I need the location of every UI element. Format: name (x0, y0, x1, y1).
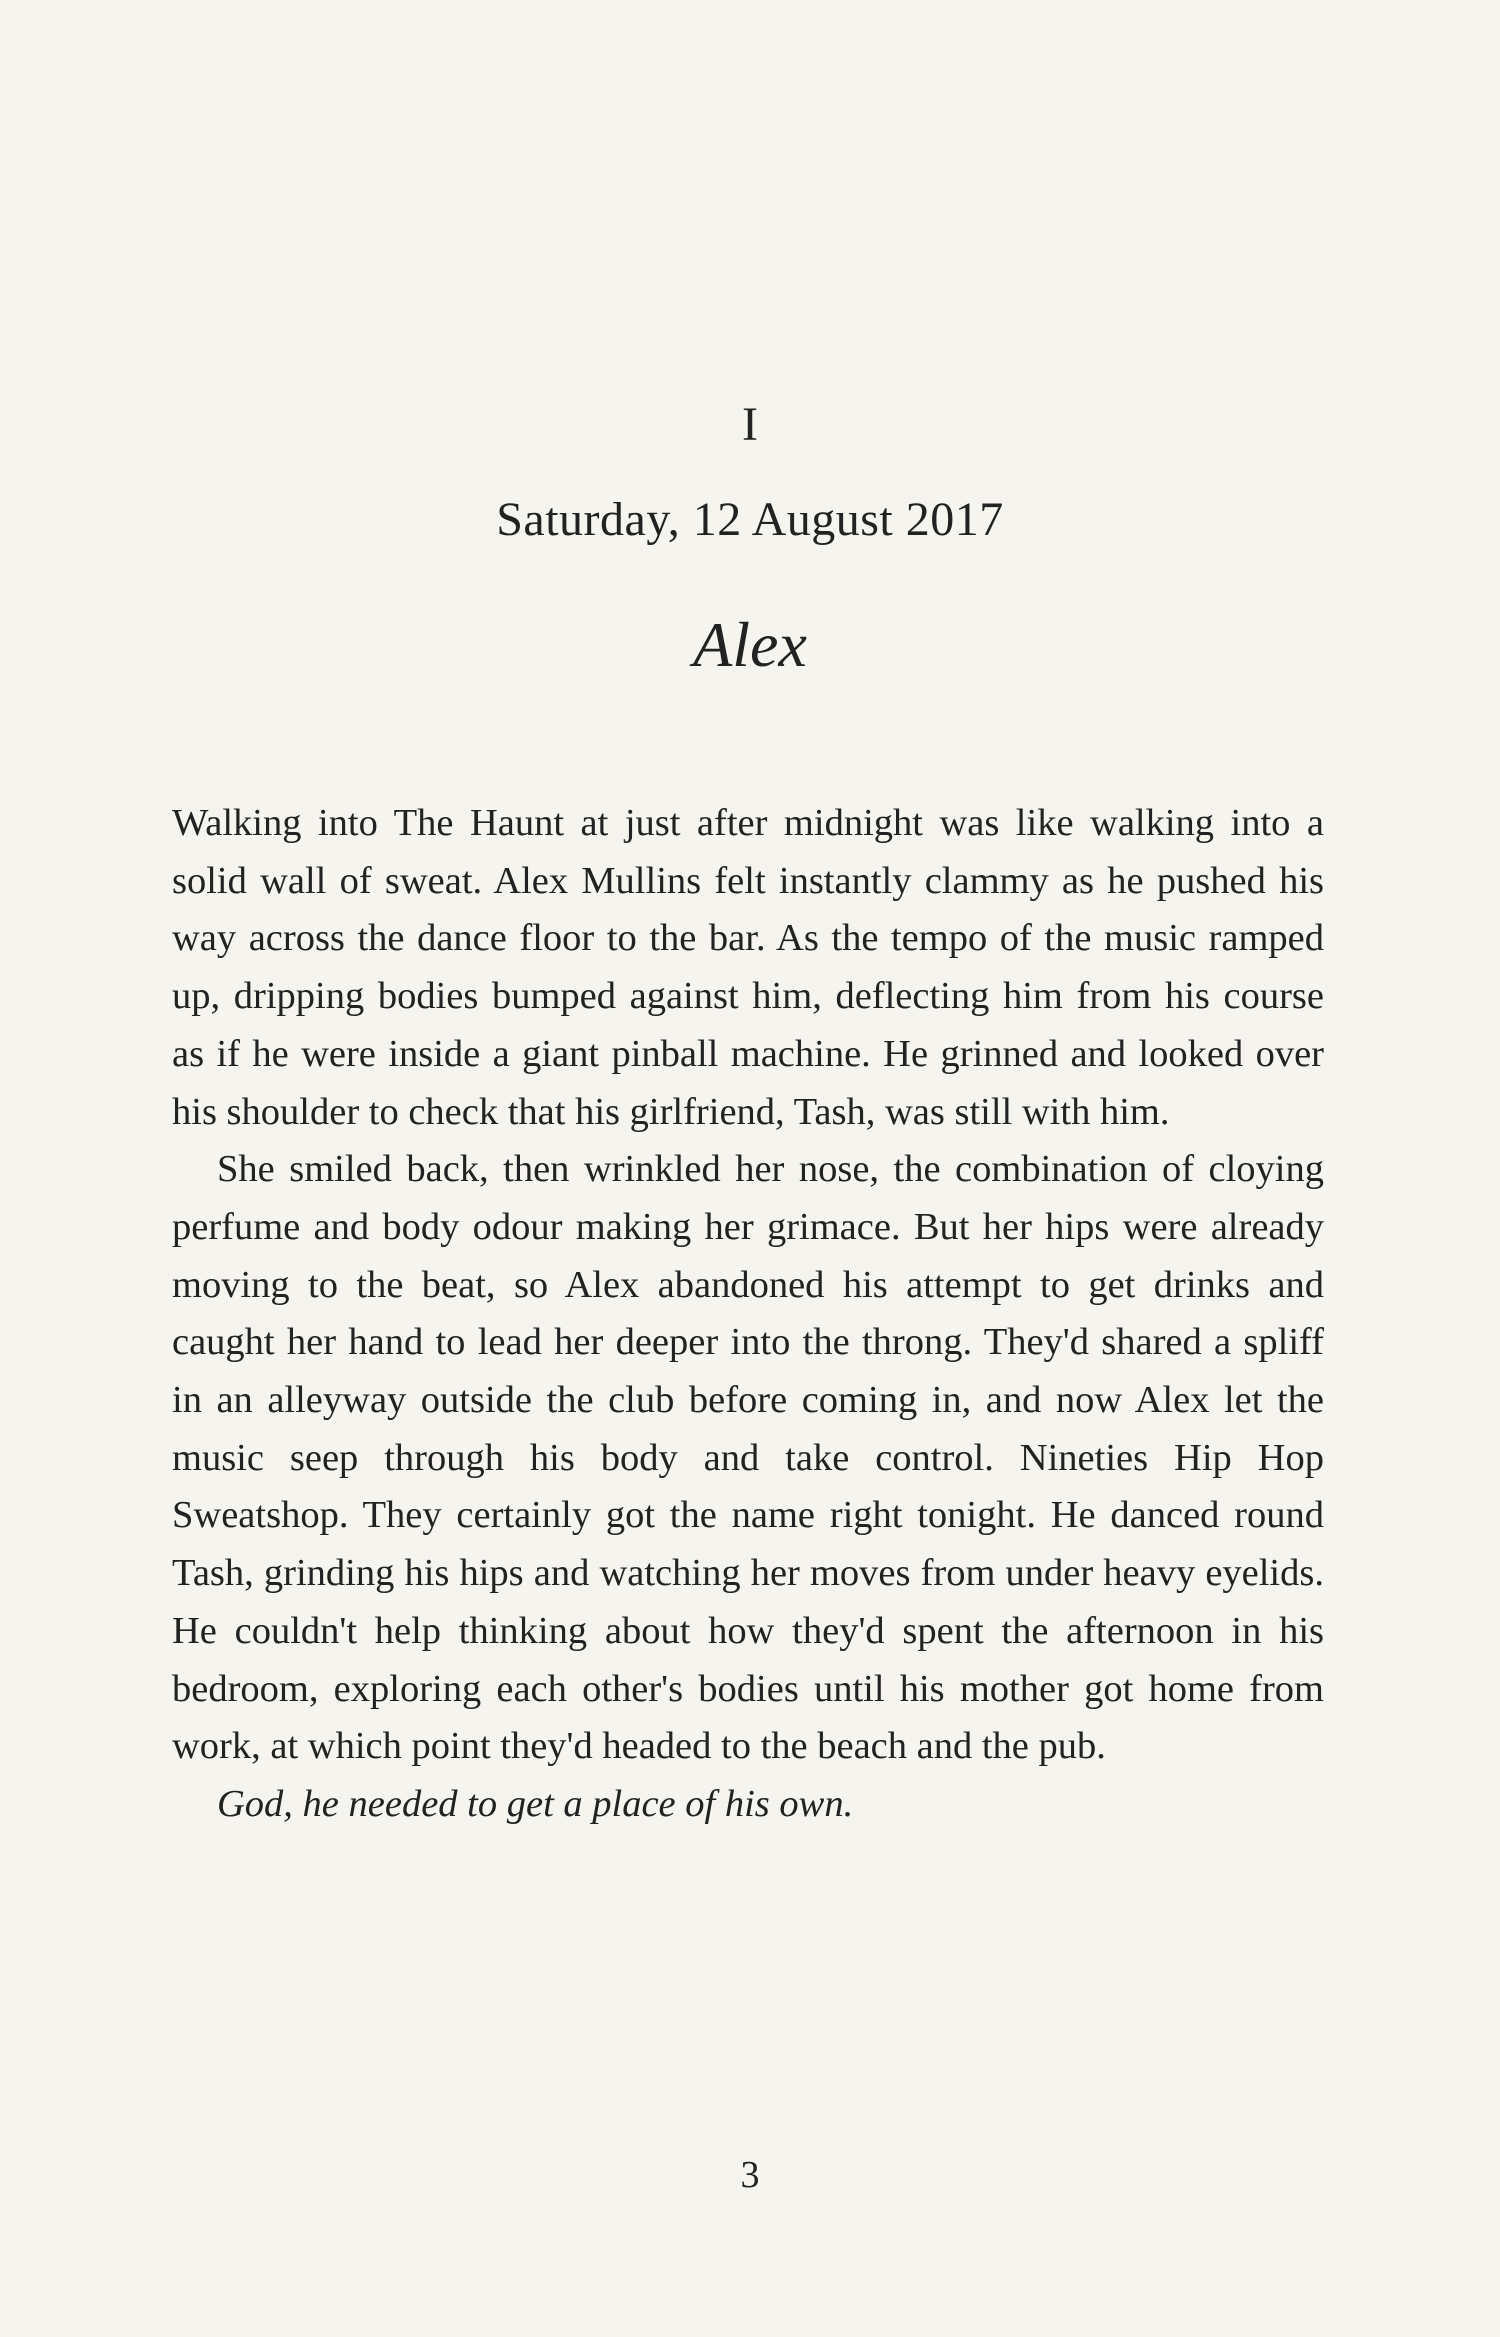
paragraph-3-italic-thought: God, he needed to get a place of his own. (217, 1782, 854, 1825)
chapter-number: I (742, 398, 758, 451)
chapter-date: Saturday, 12 August 2017 (496, 493, 1004, 546)
paragraph-1: Walking into The Haunt at just after midnight was like walking into a solid wall of sweat. Alex Mullins felt instantly clammy as he pushed his way across the dance floor to the bar. As the tempo of the music ramped up, dripping bodies bumped against him, deflecting him from his course as if he were inside a giant pinball machine. He grinned and looked over his shoulder to check that his girlfriend, Tash, was still with him. (172, 802, 1324, 1133)
body-text (172, 795, 1324, 1834)
chapter-pov-name: Alex (693, 609, 807, 680)
paragraph-2: She smiled back, then wrinkled her nose, the combination of cloying perfume and body odour making her grimace. But her hips were already moving to the beat, so Alex abandoned his attempt to get drinks and caught her hand to lead her deeper into the throng. They'd shared a spliff in an alleyway outside the club before coming in, and now Alex let the music seep through his body and take control. Nineties Hip Hop Sweatshop. They certainly got the name right tonight. He danced round Tash, grinding his hips and watching her moves from under heavy eyelids. He couldn't help thinking about how they'd spent the afternoon in his bedroom, exploring each other's bodies until his mother got home from work, at which point they'd headed to the beach and the pub. (172, 1148, 1324, 1768)
page-number: 3 (740, 2154, 760, 2196)
